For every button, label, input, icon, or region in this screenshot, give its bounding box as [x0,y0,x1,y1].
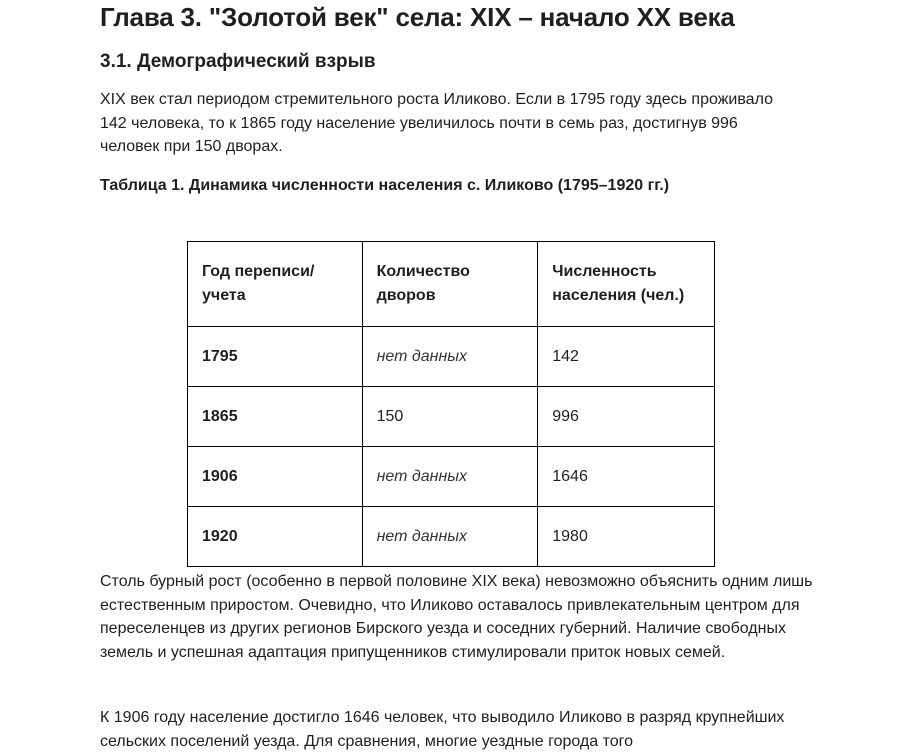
cell-population: 1980 [538,507,715,567]
section-title: 3.1. Демографический взрыв [100,51,376,72]
cell-population: 1646 [538,447,715,507]
cell-households: нет данных [362,327,538,387]
population-table [187,241,715,567]
table-row [188,447,715,507]
cell-year: 1795 [188,327,363,387]
intro-paragraph: XIX век стал периодом стремительного роста Иликово. Если в 1795 году здесь проживало 142 человека, то к 1865 году население увеличилось почти в семь раз, достигнув 996 человек при 150 дворах. [100,91,773,155]
table-row [188,387,715,447]
cell-households: 150 [362,387,538,447]
growth-paragraph: Столь бурный рост (особенно в первой половине XIX века) невозможно объяснить одним лишь естественным приростом. Очевидно, что Иликово оставалось привлекательным центром для переселенцев из других регионов Бирского уезда и соседних губерний. Наличие свободных земель и успешная адаптация припущенников стимулировали приток новых семей. [100,573,813,661]
cell-year: 1865 [188,387,363,447]
header-year: Год переписи/учета [188,242,363,327]
chapter-title: Глава 3. "Золотой век" села: XIX – начало XX века [100,2,735,32]
table-caption: Таблица 1. Динамика численности населения с. Иликово (1795–1920 гг.) [100,177,670,194]
cell-population: 996 [538,387,715,447]
population-1906-paragraph: К 1906 году население достигло 1646 человек, что выводило Иликово в разряд крупнейших сельских поселений уезда. Для сравнения, многие уездные города того [100,709,785,750]
header-households: Количество дворов [362,242,538,327]
table-row [188,327,715,387]
cell-households: нет данных [362,507,538,567]
header-population: Численность населения (чел.) [538,242,715,327]
cell-households: нет данных [362,447,538,507]
cell-year: 1906 [188,447,363,507]
table-row [188,507,715,567]
cell-year: 1920 [188,507,363,567]
cell-population: 142 [538,327,715,387]
table-header-row [188,242,715,327]
